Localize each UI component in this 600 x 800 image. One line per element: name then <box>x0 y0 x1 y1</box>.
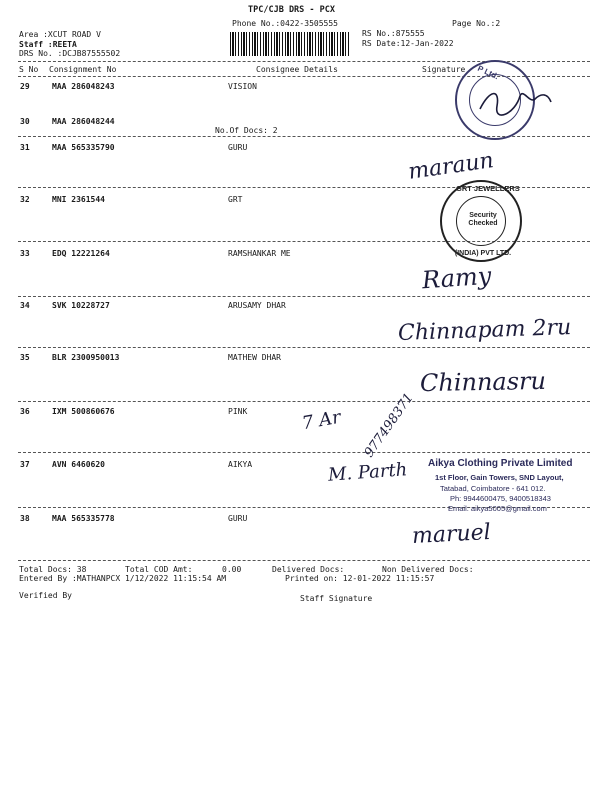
row-consignment: MNI 2361544 <box>52 195 105 204</box>
col-consignment: Consignment No <box>49 65 117 74</box>
row-sno: 36 <box>20 407 30 416</box>
company-stamp-line3: Ph: 9944600475, 9400518343 <box>450 494 551 503</box>
grt-stamp-bottom-text: (INDIA) PVT LTD. <box>454 250 512 257</box>
grt-stamp-top-text: GRT JEWELLERS <box>456 184 520 193</box>
row-consignment: IXM 500860676 <box>52 407 115 416</box>
row-sno: 30 <box>20 117 30 126</box>
phone-number: Phone No.:0422-3505555 <box>232 19 338 28</box>
company-stamp-line4: Email: aikya5005@gmail.com <box>448 504 547 513</box>
row-separator <box>18 401 590 402</box>
row-separator <box>18 296 590 297</box>
area: Area :XCUT ROAD V <box>19 30 101 39</box>
col-sno: S No <box>19 65 39 74</box>
row-separator <box>18 347 590 348</box>
row-consignment: MAA 286048244 <box>52 117 115 126</box>
staff: Staff :REETA <box>19 40 77 49</box>
signature-33: Ramy <box>421 261 493 295</box>
signature-38: maruel <box>411 519 492 550</box>
row-consignee: VISION <box>228 82 257 91</box>
signature-scribble-29 <box>475 84 555 120</box>
row-consignment: EDQ 12221264 <box>52 249 110 258</box>
row-sno: 37 <box>20 460 30 469</box>
signature-37: M. Parth <box>327 459 408 486</box>
row-separator <box>18 560 590 561</box>
row-consignment: AVN 6460620 <box>52 460 105 469</box>
row-consignee: GURU <box>228 143 248 152</box>
signature-36-initials: 7 Ar <box>300 406 343 435</box>
row-consignment: BLR 2300950013 <box>52 353 120 362</box>
row-sno: 35 <box>20 353 30 362</box>
row-separator <box>18 452 590 453</box>
signature-31: maraun <box>406 148 496 185</box>
company-stamp-name: Aikya Clothing Private Limited <box>428 458 573 469</box>
drs-number: DRS No. :DCJB87555502 <box>19 49 121 58</box>
document-title: TPC/CJB DRS - PCX <box>248 5 335 15</box>
grt-stamp-center-text: Security Checked <box>468 212 498 227</box>
row-consignee: MATHEW DHAR <box>228 353 281 362</box>
verified-by: Verified By <box>19 591 72 600</box>
row-sno: 31 <box>20 143 30 152</box>
total-cod-label: Total COD Amt: <box>125 565 193 574</box>
company-stamp-line1: 1st Floor, Gain Towers, SND Layout, <box>435 473 564 482</box>
row-consignee: PINK <box>228 407 248 416</box>
row-consignment: SVK 10228727 <box>52 301 110 310</box>
row-sno: 29 <box>20 82 30 91</box>
row-consignee: AIKYA <box>228 460 253 469</box>
row-consignee: GURU <box>228 514 248 523</box>
rs-number: RS No.:875555 <box>362 29 425 38</box>
row-sno: 33 <box>20 249 30 258</box>
staff-signature-label: Staff Signature <box>300 594 373 603</box>
grt-stamp <box>440 180 522 262</box>
row-consignee: RAMSHANKAR ME <box>228 249 291 258</box>
row-consignment: MAA 286048243 <box>52 82 115 91</box>
total-cod-amount: 0.00 <box>222 565 242 574</box>
row-sno: 38 <box>20 514 30 523</box>
row-consignee: ARUSAMY DHAR <box>228 301 286 310</box>
rs-date: RS Date:12-Jan-2022 <box>362 39 454 48</box>
company-stamp-line2: Tatabad, Coimbatore - 641 012. <box>440 484 546 493</box>
signature-35: Chinnasru <box>419 366 547 398</box>
row-consignment: MAA 565335790 <box>52 143 115 152</box>
signature-34: Chinnapam 2ru <box>397 314 572 347</box>
row-consignee: GRT <box>228 195 243 204</box>
entered-by: Entered By :MATHANPCX 1/12/2022 11:15:54 AM <box>19 574 227 583</box>
delivered-docs: Delivered Docs: <box>272 565 345 574</box>
non-delivered-docs: Non Delivered Docs: <box>382 565 474 574</box>
no-of-docs: No.Of Docs: 2 <box>215 126 278 135</box>
row-sno: 32 <box>20 195 30 204</box>
total-docs: Total Docs: 38 <box>19 565 87 574</box>
col-consignee: Consignee Details <box>256 65 338 74</box>
barcode <box>230 32 350 56</box>
printed-on: Printed on: 12-01-2022 11:15:57 <box>285 574 435 583</box>
row-sno: 34 <box>20 301 30 310</box>
signature-36-number: 977498371 <box>361 390 417 461</box>
page-number: Page No.:2 <box>452 19 501 28</box>
round-stamp-text: P Ltd. <box>476 63 500 82</box>
row-consignment: MAA 565335778 <box>52 514 115 523</box>
col-signature: Signature <box>422 65 466 74</box>
